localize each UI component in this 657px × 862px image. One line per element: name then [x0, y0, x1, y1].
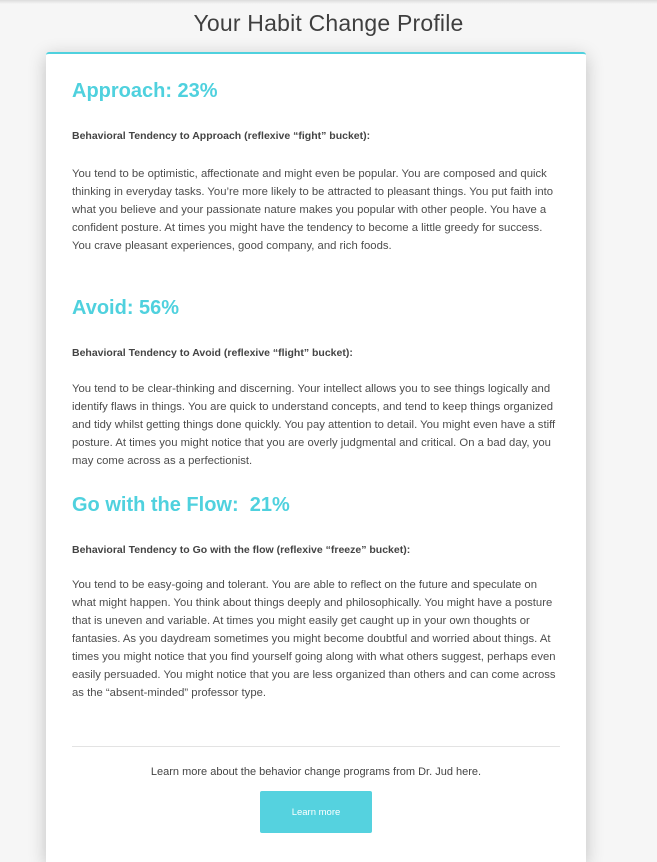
flow-heading: Go with the Flow: 21% — [72, 494, 290, 516]
top-edge-shadow — [0, 0, 657, 4]
avoid-subheading: Behavioral Tendency to Avoid (reflexive “flight” bucket): — [72, 347, 353, 359]
page-title: Your Habit Change Profile — [193, 10, 464, 36]
avoid-heading: Avoid: 56% — [72, 297, 180, 319]
approach-subheading: Behavioral Tendency to Approach (reflexive “fight” bucket): — [72, 130, 371, 142]
learn-more-button[interactable]: Learn more — [260, 791, 372, 833]
avoid-description: You tend to be clear-thinking and discerning. Your intellect allows you to see things logically and identify flaws in things. You are quick to understand concepts, and tend to keep things organized and tidy whilst getting things done quickly. You pay attention to detail. You might even have a stiff posture. At times you might notice that you are overly judgmental and critical. On a bad day, you may come across as a perfectionist. — [72, 383, 556, 467]
learn-more-text: Learn more about the behavior change programs from Dr. Jud here. — [150, 766, 482, 778]
flow-description: You tend to be easy-going and tolerant. You are able to reflect on the future and speculate on what might happen. You think about things deeply and philosophically. You might have a posture that is uneven and variable. At times you might easily get caught up in your own thoughts or fantasies. As you daydream sometimes you might become doubtful and worried about things. At times you might notice that you find yourself going along with what others suggest, perhaps even easily persuaded. You might notice that you are less organized than others and can come across as the “absent-minded” professor type. — [72, 579, 556, 699]
flow-subheading: Behavioral Tendency to Go with the flow (reflexive “freeze” bucket): — [72, 544, 411, 556]
section-divider — [72, 746, 560, 747]
profile-card — [46, 52, 586, 862]
approach-description: You tend to be optimistic, affectionate and might even be popular. You are composed and quick thinking in everyday tasks. You’re more likely to be attracted to pleasant things. You put faith into what you believe and your passionate nature makes you popular with other people. You have a confident posture. At times you might have the tendency to become a little greedy for success. You crave pleasant experiences, good company, and rich foods. — [72, 168, 554, 252]
approach-heading: Approach: 23% — [72, 80, 218, 102]
